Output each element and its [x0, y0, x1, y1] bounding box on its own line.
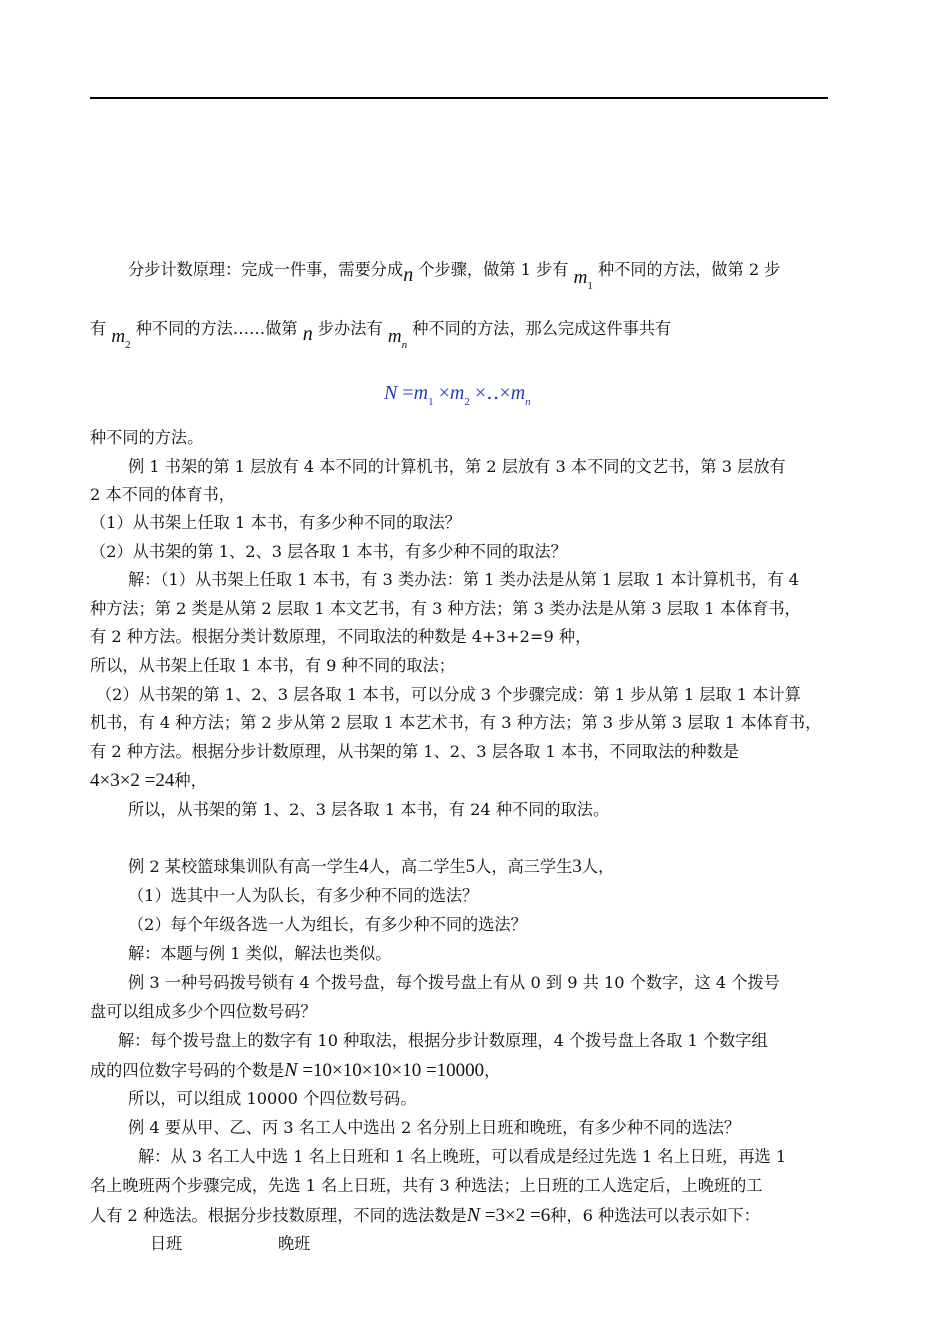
text-line [90, 1058, 500, 1083]
column-header-night: 晚班 [278, 1234, 311, 1253]
formula-mn: m [510, 382, 526, 404]
formula-sub2: 2 [464, 396, 470, 408]
text-line: 盘可以组成多少个四位数号码？ [90, 1002, 317, 1021]
text: 例 2 某校篮球集训队有高一学生 [128, 857, 360, 876]
sub-n: n [401, 339, 408, 351]
solution-line: 解：（1）从书架上任取 1 本书，有 3 类办法：第 1 类办法是从第 1 层取 1 本计算机书，有 4 [128, 570, 799, 589]
formula-times: ×‥× [469, 382, 511, 404]
text: 个步骤，做第 1 步有 [418, 260, 569, 279]
solution-line: 解：每个拨号盘上的数字有 10 种取法，根据分步计数原理，4 个拨号盘上各取 1 个数字组 [118, 1031, 768, 1050]
formula-m1: m [413, 382, 429, 404]
text: 人，高二学生 [368, 857, 466, 876]
num: 5 [465, 856, 476, 877]
text-line: 种方法；第 2 类是从第 2 层取 1 本文艺书，有 3 种方法；第 3 类办法是从第 3 层取 1 本体育书， [90, 599, 801, 618]
text: 种不同的方法，做第 2 步 [597, 260, 781, 279]
text-line: （2）从书架的第 1、2、3 层各取 1 本书，可以分成 3 个步骤完成：第 1 步从第 1 层取 1 本计算 [96, 685, 801, 704]
text: 种， [174, 771, 207, 790]
num: 4 [359, 856, 369, 877]
var-m2: m [111, 326, 126, 347]
example4-line: 例 4 要从甲、乙、丙 3 名工人中选出 2 名分别上日班和晚班，有多少种不同的选法？ [128, 1118, 741, 1137]
sub-2: 2 [125, 339, 131, 351]
text-line: 所以，从书架上任取 1 本书，有 9 种不同的取法； [90, 656, 455, 675]
question-line: （2）每个年级各选一人为组长，有多少种不同的选法？ [128, 915, 527, 934]
text: 种不同的方法……做第 [135, 319, 298, 338]
product-math: =10×10×10×10 =10000 [297, 1060, 485, 1081]
var-m1: m [573, 267, 588, 288]
sub-1: 1 [587, 280, 593, 292]
text: 种不同的方法，那么完成这件事共有 [412, 319, 672, 338]
principle-line-2 [90, 316, 672, 351]
var-mn: m [387, 326, 402, 347]
example3-line: 例 3 一种号码拨号锁有 4 个拨号盘，每个拨号盘上有从 0 到 9 共 10 个数字，这 4 个拨号 [128, 973, 780, 992]
text: 步办法有 [317, 319, 383, 338]
product-math: 4×3×2 =24 [90, 770, 175, 791]
text-line [90, 769, 207, 793]
text-line: 有 2 种方法。根据分步计数原理，从书架的第 1、2、3 层各取 1 本书，不同取法的种数是 [90, 742, 739, 761]
example1-line: 例 1 书架的第 1 层放有 4 本不同的计算机书，第 2 层放有 3 本不同的文艺书，第 3 层放有 [128, 457, 786, 476]
text-line: 所以，可以组成 10000 个四位数号码。 [128, 1089, 417, 1108]
example2-line [128, 855, 614, 879]
num: 3 [572, 856, 582, 877]
formula-eq: = [397, 382, 414, 404]
solution-line: 解：从 3 名工人中选 1 名上日班和 1 名上晚班，可以看成是经过先选 1 名上日班，再选 1 [138, 1147, 787, 1166]
solution-line: 解：本题与例 1 类似，解法也类似。 [128, 944, 392, 963]
question-line: （1）选其中一人为队长，有多少种不同的选法？ [128, 886, 479, 905]
text-line: 名上晚班两个步骤完成，先选 1 名上日班，共有 3 种选法；上日班的工人选定后，上晚班的工 [90, 1176, 763, 1195]
principle-line-1 [128, 257, 781, 292]
text: 种，6 种选法可以表示如下： [550, 1206, 760, 1225]
var-N: N [284, 1059, 298, 1081]
var-n: n [403, 264, 414, 286]
text-line: 2 本不同的体育书， [90, 485, 235, 504]
formula-subn: n [525, 396, 531, 408]
text: 人有 2 种选法。根据分步技数原理，不同的选法数是 [90, 1206, 467, 1225]
product-math: =3×2 =6 [480, 1205, 551, 1226]
text: 人，高三学生 [475, 857, 573, 876]
text: ， [484, 1061, 501, 1080]
column-header-day: 日班 [150, 1234, 183, 1253]
formula-m2: m [449, 382, 465, 404]
formula-N: N [384, 382, 398, 404]
text: 人， [581, 857, 615, 876]
text: 成的四位数字号码的个数是 [90, 1061, 285, 1080]
question-line: （1）从书架上任取 1 本书，有多少种不同的取法？ [90, 513, 461, 532]
text-line [90, 1203, 760, 1228]
header-rule [90, 97, 828, 99]
formula-sub1: 1 [428, 396, 434, 408]
text-line: 有 2 种方法。根据分类计数原理，不同取法的种数是 4+3+2=9 种， [90, 627, 592, 646]
var-N: N [466, 1204, 481, 1226]
text-line: 机书，有 4 种方法；第 2 步从第 2 层取 1 本艺术书，有 3 种方法；第 3 步从第 3 层取 1 本体育书， [90, 713, 822, 732]
text: 分步计数原理：完成一件事，需要分成 [128, 260, 404, 279]
text-line: 所以，从书架的第 1、2、3 层各取 1 本书，有 24 种不同的取法。 [128, 800, 610, 819]
text: 有 [90, 319, 107, 338]
formula-times: × [433, 382, 450, 404]
product-formula [384, 380, 531, 408]
question-line: （2）从书架的第 1、2、3 层各取 1 本书，有多少种不同的取法？ [90, 542, 567, 561]
text-line: 种不同的方法。 [90, 428, 204, 447]
var-n: n [302, 323, 313, 345]
